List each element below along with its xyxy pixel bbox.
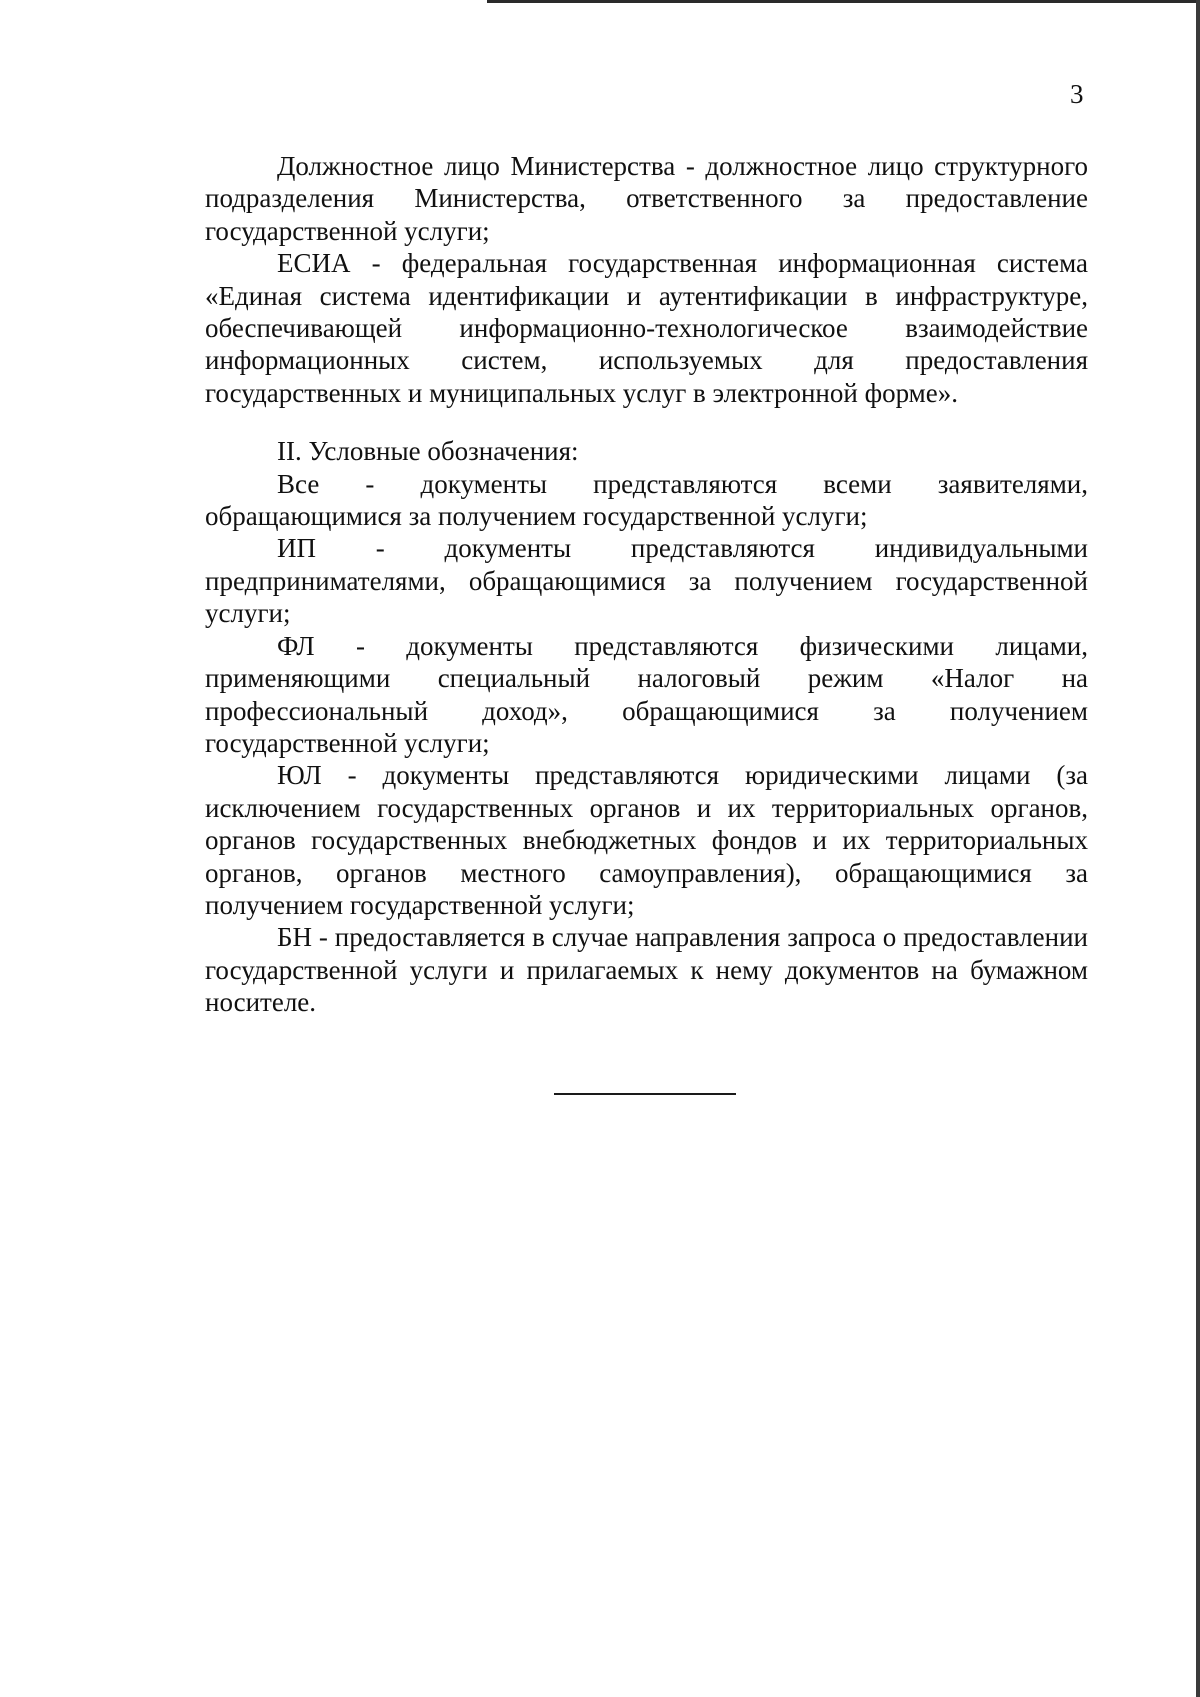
page-number: 3 — [1070, 79, 1084, 109]
section-heading: II. Условные обозначения: — [277, 436, 579, 467]
definition-esia: ЕСИА - федеральная государственная информационная система «Единая система идентификации и аутентификации в инфраструктуре, обеспечивающей информационно-технологическое взаимодействие информационных систем, используемых для предоставления государственных и муниципальных услуг в электронной форме». — [205, 248, 1088, 408]
definition-official: Должностное лицо Министерства - должностное лицо структурного подразделения Министерства, ответственного за предоставление государственной услуги; — [205, 151, 1088, 246]
end-rule — [554, 1093, 736, 1095]
document-body — [205, 150, 1088, 1019]
legend-item-all: Все - документы представляются всеми заявителями, обращающимися за получением государственной услуги; — [205, 468, 1088, 532]
legend-item-bn: БН - предоставляется в случае направления запроса о предоставлении государственной услуги и прилагаемых к нему документов на бумажном носителе. — [205, 922, 1088, 1018]
scan-edge-right — [1196, 0, 1200, 1697]
legend-item-ul: ЮЛ - документы представляются юридическими лицами (за исключением государственных органов и их территориальных органов, органов государственных внебюджетных фондов и их территориальных органов, органов местного самоуправления), обращающимися за получением государственной услуги; — [205, 760, 1088, 920]
legend-item-ip: ИП - документы представляются индивидуальными предпринимателями, обращающимися за получением государственной услуги; — [205, 533, 1088, 629]
legend-item-fl: ФЛ - документы представляются физическими лицами, применяющими специальный налоговый режим «Налог на профессиональный доход», обращающимися за получением государственной услуги; — [205, 630, 1088, 758]
scan-edge-top — [487, 0, 1200, 3]
